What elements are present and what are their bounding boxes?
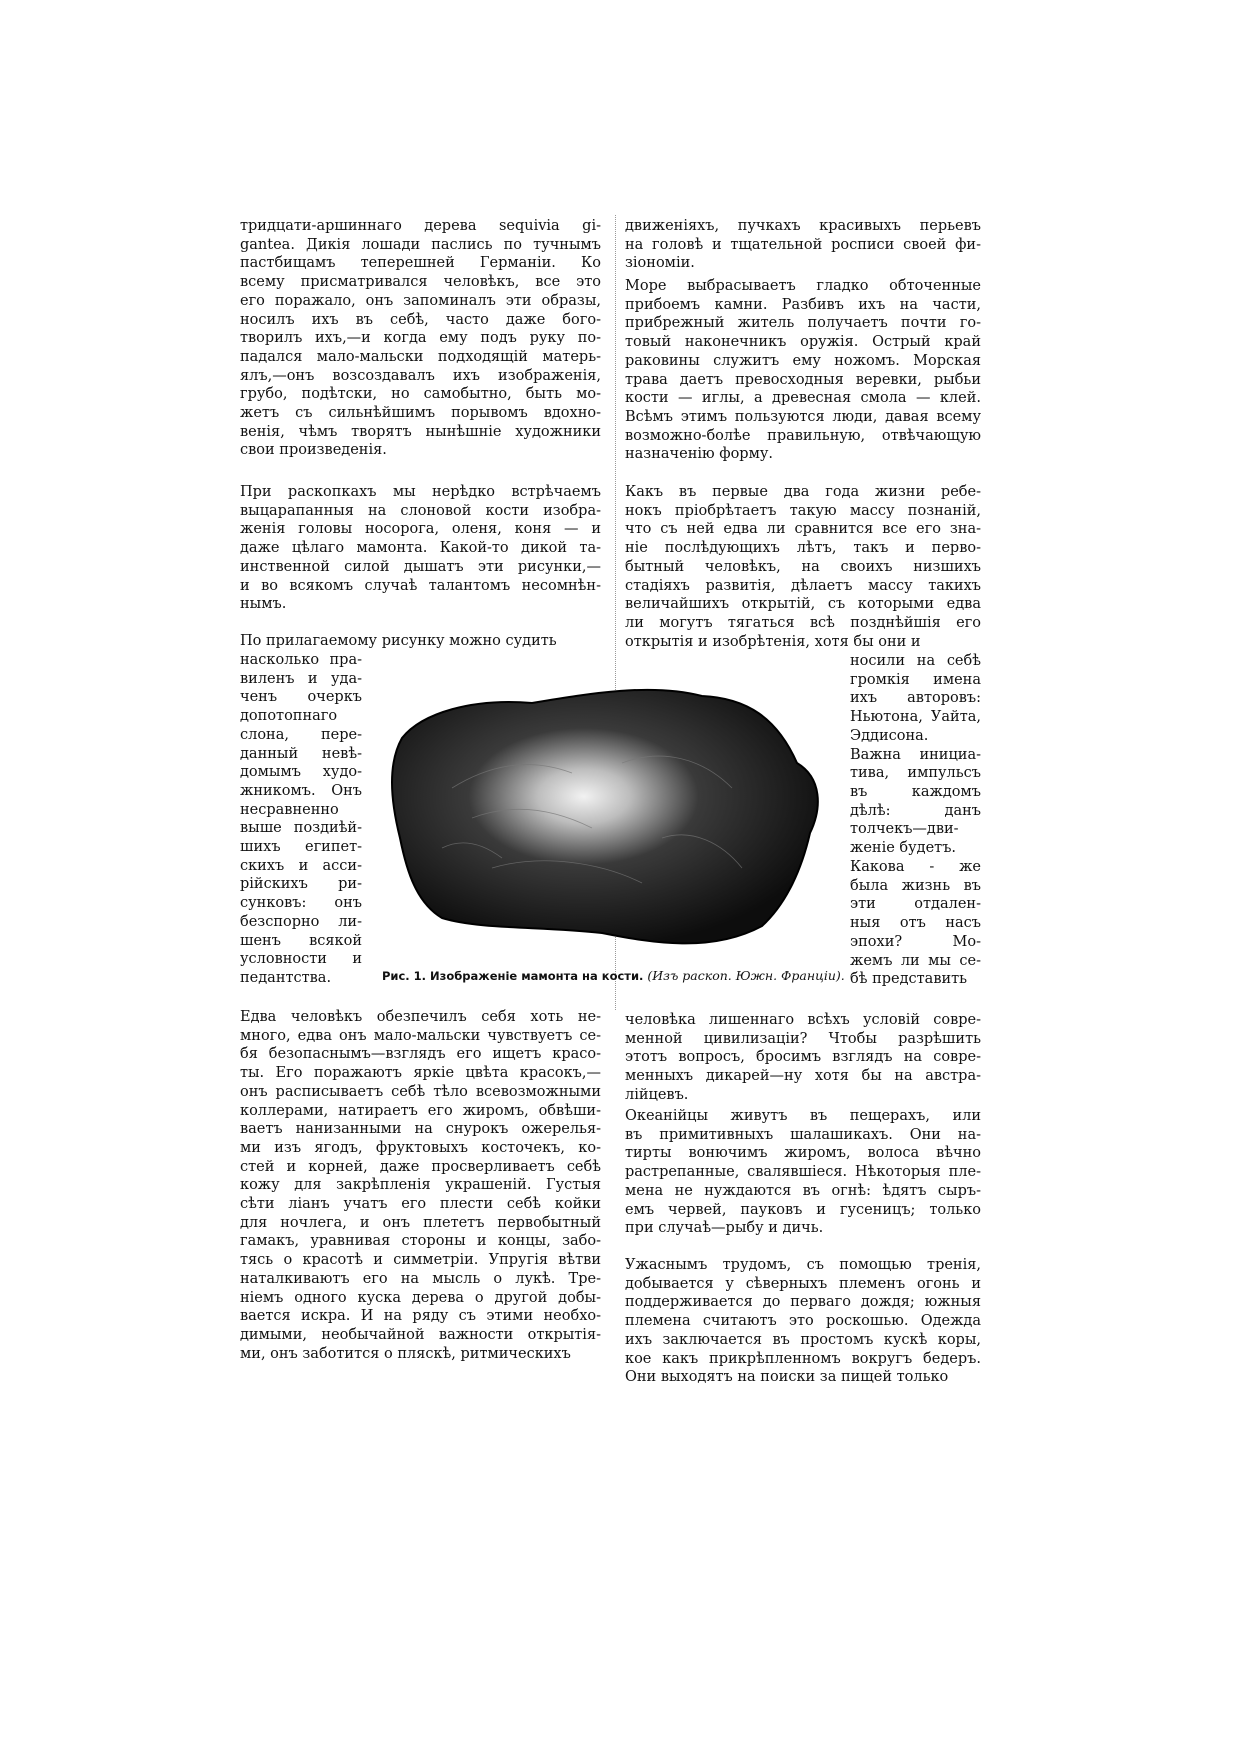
text-line: въ примитивныхъ шалашикахъ. Они на- (625, 1126, 981, 1143)
text-line: бытный человѣкъ, на своихъ низшихъ (625, 558, 981, 575)
right-paragraph-5 (625, 1107, 981, 1238)
text-line: Ньютона, Уайта, (850, 709, 981, 726)
text-line: ихъ заключается въ простомъ кускѣ коры, (625, 1331, 981, 1348)
figure-caption (382, 968, 862, 983)
right-paragraph-2 (625, 277, 981, 464)
text-line: эпохи? Мо- (850, 933, 981, 950)
right-paragraph-1 (625, 217, 981, 273)
right-paragraph-3 (625, 483, 981, 651)
text-line: ялъ,—онъ возсоздавалъ ихъ изображенія, (240, 367, 601, 384)
text-line: кое какъ прикрѣпленномъ вокругъ бедеръ. (625, 1350, 981, 1367)
text-line: была жизнь въ (850, 877, 981, 894)
text-line: ныя отъ насъ (850, 915, 981, 932)
text-line: ніемъ одного куска дерева о другой добы- (240, 1289, 601, 1306)
text-line: онъ расписываетъ себѣ тѣло всевозможными (240, 1083, 601, 1100)
text-line: ми, онъ заботится о пляскѣ, ритмическихъ (240, 1345, 571, 1362)
text-line: скихъ и асси- (240, 857, 362, 874)
text-line: гамакъ, уравнивая стороны и концы, забо- (240, 1233, 601, 1250)
text-line: дѣлѣ: данъ (850, 802, 981, 819)
right-paragraph-4 (625, 1011, 981, 1105)
text-line: вается искра. И на ряду съ этими необхо- (240, 1308, 601, 1325)
text-line: даже цѣлаго мамонта. Какой-то дикой та- (240, 540, 601, 557)
left-paragraph-3 (240, 632, 601, 651)
text-line: при случаѣ—рыбу и дичь. (625, 1220, 824, 1237)
text-line: свои произведенія. (240, 442, 387, 459)
text-line: кожу для закрѣпленія украшеній. Густыя (240, 1177, 601, 1194)
text-line: величайшихъ открытій, съ которыми едва (625, 596, 981, 613)
text-line: данный невѣ- (240, 745, 362, 762)
left-paragraph-1 (240, 217, 601, 460)
right-paragraph-3-wrap (850, 652, 981, 858)
caption-source: (Изъ раскоп. Южн. Франціи). (647, 968, 845, 983)
text-line: Они выходятъ на поиски за пищей только (625, 1369, 949, 1386)
text-line: Едва человѣкъ обезпечилъ себя хоть не- (240, 1009, 601, 1025)
text-line: сѣти ліанъ учатъ его плести себѣ койки (240, 1196, 601, 1213)
text-line: на головѣ и тщательной росписи своей фи- (625, 236, 981, 253)
text-line: шихъ египет- (240, 839, 362, 856)
text-line: кости — иглы, а древесная смола — клей. (625, 390, 981, 407)
text-line: зіономіи. (625, 255, 695, 272)
text-line: лійцевъ. (625, 1086, 689, 1103)
text-line: открытія и изобрѣтенія, хотя бы они и (625, 633, 921, 650)
text-line: рійскихъ ри- (240, 876, 362, 893)
text-line: тива, импульсъ (850, 765, 981, 782)
text-line: Какова - же (850, 859, 981, 875)
text-line: жемъ ли мы се- (850, 952, 981, 969)
text-line: прибоемъ камни. Разбивъ ихъ на части, (625, 296, 981, 313)
text-line: слона, пере- (240, 726, 362, 743)
text-line: жетъ съ сильнѣйшимъ порывомъ вдохно- (240, 405, 601, 422)
text-line: женіе будетъ. (850, 840, 957, 857)
text-line: нокъ пріобрѣтаетъ такую массу познаній, (625, 502, 981, 519)
text-line: бѣ представить (850, 971, 968, 988)
text-line: условности и (240, 951, 362, 968)
text-line: ніе послѣдующихъ лѣтъ, такъ и перво- (625, 540, 981, 557)
text-line: gantea. Дикія лошади паслись по тучнымъ (240, 236, 601, 253)
text-line: и во всякомъ случаѣ талантомъ несомнѣн- (240, 577, 601, 594)
text-line: безспорно ли- (240, 913, 362, 930)
text-line: димыми, необычайной важности открытія- (240, 1326, 601, 1343)
text-line: венія, чѣмъ творятъ нынѣшніе художники (240, 423, 601, 440)
right-paragraph-6 (625, 1256, 981, 1387)
text-line: толчекъ—дви- (850, 821, 959, 838)
text-line: товый наконечникъ оружія. Острый край (625, 334, 981, 351)
text-line: виленъ и уда- (240, 670, 362, 687)
text-line: наталкиваютъ его на мысль о лукѣ. Тре- (240, 1270, 601, 1287)
text-line: ченъ очеркъ (240, 689, 362, 706)
text-line: сунковъ: онъ (240, 895, 362, 912)
text-line: ми изъ ягодъ, фруктовыхъ косточекъ, ко- (240, 1139, 601, 1156)
text-line: бя безопаснымъ—взглядъ его ищетъ красо- (240, 1046, 601, 1063)
text-line: Важна инициа- (850, 746, 981, 763)
text-line: тирты вонючимъ жиромъ, волоса вѣчно (625, 1145, 981, 1162)
text-line: ваетъ нанизанными на снурокъ ожерелья- (240, 1121, 601, 1138)
text-line: возможно-болѣе правильную, отвѣчающую (625, 427, 981, 444)
text-line: падался мало-мальски подходящій матерь- (240, 348, 601, 365)
text-line: стадіяхъ развитія, дѣлаетъ массу такихъ (625, 577, 981, 594)
text-line: шенъ всякой (240, 932, 362, 949)
text-line: нымъ. (240, 596, 287, 613)
text-line: всему присматривался человѣкъ, все это (240, 274, 601, 291)
text-line: пастбищамъ теперешней Германіи. Ко (240, 255, 601, 272)
text-line: Ужаснымъ трудомъ, съ помощью тренія, (625, 1257, 981, 1273)
text-line: ты. Его поражаютъ яркіе цвѣта красокъ,— (240, 1065, 601, 1082)
text-line: менной цивилизаціи? Чтобы разрѣшить (625, 1030, 981, 1047)
text-line: эти отдален- (850, 896, 981, 913)
mammoth-engraving-figure (382, 668, 832, 958)
text-line: громкія имена (850, 671, 981, 688)
text-line: По прилагаемому рисунку можно судить (240, 633, 557, 649)
text-line: Какъ въ первые два года жизни ребе- (625, 484, 981, 500)
left-paragraph-4 (240, 1008, 601, 1363)
text-line: прибрежный житель получаетъ почти го- (625, 315, 981, 332)
text-line: носили на себѣ (850, 653, 981, 669)
text-line: раковины служитъ ему ножомъ. Морская (625, 352, 981, 369)
text-line: движеніяхъ, пучкахъ красивыхъ перьевъ (625, 218, 981, 234)
text-line: несравненно (240, 801, 339, 818)
text-line: что съ ней едва ли сравнится все его зна- (625, 521, 981, 538)
text-line: тридцати-аршиннаго дерева sequivia gi- (240, 218, 601, 234)
text-line: тясь о красотѣ и симметріи. Упругія вѣтви (240, 1252, 601, 1269)
text-line: При раскопкахъ мы нерѣдко встрѣчаемъ (240, 484, 601, 500)
left-paragraph-2 (240, 483, 601, 614)
text-line: насколько пра- (240, 652, 362, 668)
text-line: менныхъ дикарей—ну хотя бы на австра- (625, 1068, 981, 1085)
text-line: этотъ вопросъ, бросимъ взглядъ на совре- (625, 1049, 981, 1066)
text-line: женія головы носорога, оленя, коня — и (240, 521, 601, 538)
text-line: допотопнаго (240, 708, 338, 725)
text-line: коллерами, натираетъ его жиромъ, обвѣши- (240, 1102, 601, 1119)
text-line: носилъ ихъ въ себѣ, часто даже бого- (240, 311, 601, 328)
text-line: жникомъ. Онъ (240, 782, 362, 799)
text-line: Всѣмъ этимъ пользуются люди, давая всему (625, 408, 981, 425)
text-line: Эддисона. (850, 727, 929, 744)
text-line: назначенію форму. (625, 446, 774, 463)
left-paragraph-3-wrap (240, 651, 362, 988)
text-line: инственной силой дышатъ эти рисунки,— (240, 558, 601, 575)
text-line: Море выбрасываетъ гладко обточенные (625, 278, 981, 294)
text-line: въ каждомъ (850, 783, 981, 800)
text-line: племена считаютъ это роскошью. Одежда (625, 1313, 981, 1330)
text-line: растрепанные, свалявшіеся. Нѣкоторыя пле- (625, 1164, 981, 1181)
text-line: емъ червей, пауковъ и гусеницъ; только (625, 1201, 981, 1218)
text-line: домымъ худо- (240, 764, 362, 781)
text-line: стей и корней, даже просверливаетъ себѣ (240, 1158, 601, 1175)
right-paragraph-4-wrap (850, 858, 981, 989)
text-line: мена не нуждаются въ огнѣ: ѣдятъ сыръ- (625, 1182, 981, 1199)
text-line: выше поздиѣй- (240, 820, 362, 837)
text-line: ихъ авторовъ: (850, 690, 981, 707)
bone-fragment-shape (392, 690, 818, 944)
text-line: трава даетъ превосходныя веревки, рыбьи (625, 371, 981, 388)
text-line: грубо, подѣтски, но самобытно, быть мо- (240, 386, 601, 403)
caption-label: Рис. 1. Изображеніе мамонта на кости. (382, 969, 644, 983)
text-line: добывается у сѣверныхъ племенъ огонь и (625, 1275, 981, 1292)
text-line: творилъ ихъ,—и когда ему подъ руку по- (240, 330, 601, 347)
text-line: Океанійцы живутъ въ пещерахъ, или (625, 1108, 981, 1124)
text-line: для ночлега, и онъ плететъ первобытный (240, 1214, 601, 1231)
text-line: педантства. (240, 969, 332, 986)
text-line: ли могутъ тягаться всѣ позднѣйшія его (625, 614, 981, 631)
text-line: его поражало, онъ запоминалъ эти образы, (240, 292, 601, 309)
text-line: выцарапанныя на слоновой кости изобра- (240, 502, 601, 519)
text-line: поддерживается до перваго дождя; южныя (625, 1294, 981, 1311)
text-line: много, едва онъ мало-мальски чувствуетъ се- (240, 1027, 601, 1044)
text-line: человѣка лишеннаго всѣхъ условій совре- (625, 1012, 981, 1028)
